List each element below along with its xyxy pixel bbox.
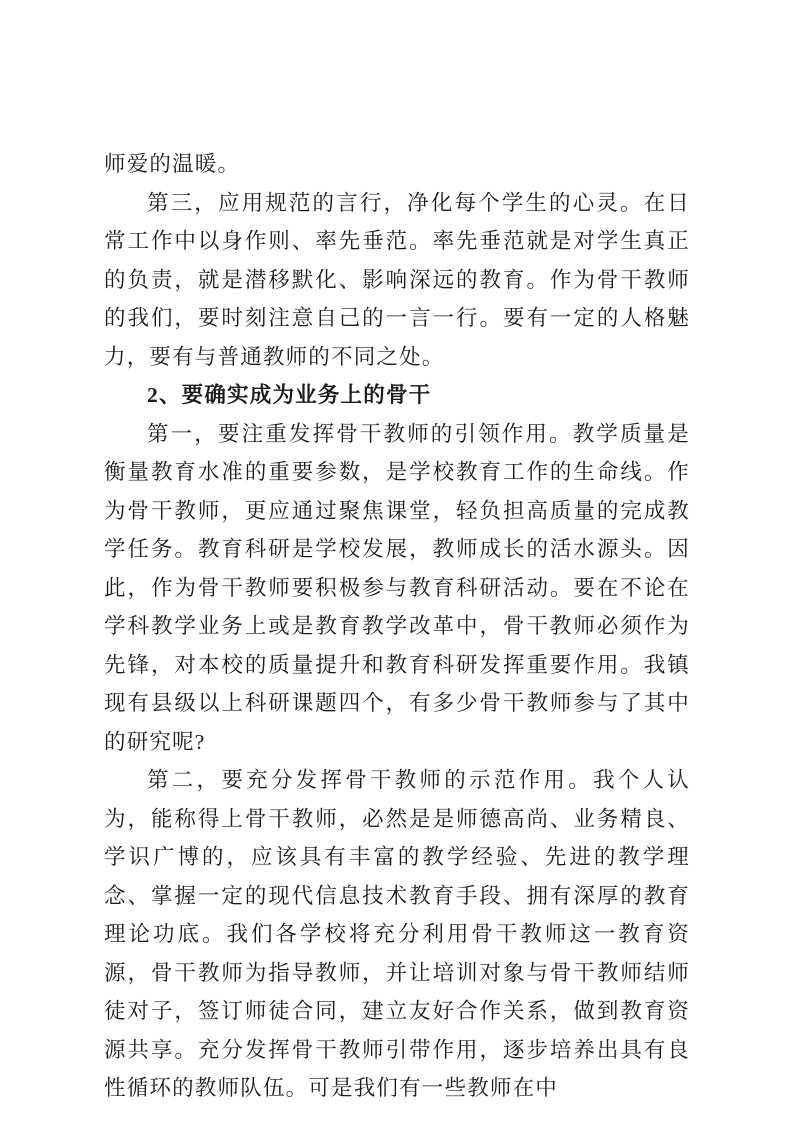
paragraph-point-one: 第一，要注重发挥骨干教师的引领作用。教学质量是衡量教育水准的重要参数，是学校教育工作的生命线。作为骨干教师，更应通过聚焦课堂，轻负担高质量的完成教学任务。教育科研是学校发展，教师成长的活水源头。因此，作为骨干教师要积极参与教育科研活动。要在不论在学科教学业务上或是教育教学改革中，骨干教师必须作为先锋，对本校的质量提升和教育科研发挥重要作用。我镇现有县级以上科研课题四个，有多少骨干教师参与了其中的研究呢? (104, 421, 690, 754)
paragraph-continuation: 师爱的温暖。 (104, 152, 241, 176)
paragraph-point-three: 第三，应用规范的言行，净化每个学生的心灵。在日常工作中以身作则、率先垂范。率先垂范就是对学生真正的负责，就是潜移默化、影响深远的教育。作为骨干教师的我们，要时刻注意自己的一言一行。要有一定的人格魅力，要有与普通教师的不同之处。 (104, 190, 690, 369)
paragraph-point-two: 第二，要充分发挥骨干教师的示范作用。我个人认为，能称得上骨干教师，必然是是师德高尚、业务精良、学识广博的，应该具有丰富的教学经验、先进的教学理念、掌握一定的现代信息技术教育手段、拥有深厚的教育理论功底。我们各学校将充分利用骨干教师这一教育资源，骨干教师为指导教师，并让培训对象与骨干教师结师徒对子，签订师徒合同，建立友好合作关系，做到教育资源共享。充分发挥骨干教师引带作用，逐步培养出具有良性循环的教师队伍。可是我们有一些教师在中 (104, 768, 690, 1100)
section-heading: 2、要确实成为业务上的骨干 (147, 383, 432, 407)
document-body (104, 145, 690, 1108)
